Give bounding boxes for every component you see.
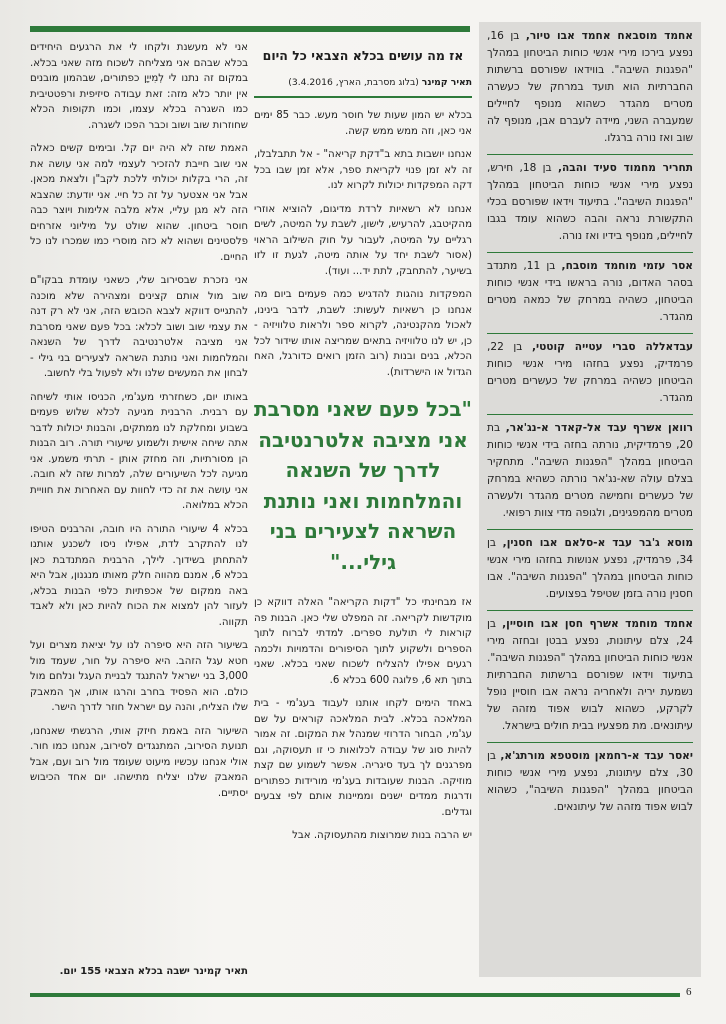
paragraph: האמת שזה לא היה יום קל. ובימים קשים כאלה אני שוב חייבת להזכיר לעצמי למה אני עושה את זה, הרי בקלות יכולתי ללכת לקב"ן ולצאת מכאן. אבל אני אצטער על זה כל חיי. אני יודעת: שהצבא הזה לא מגן עליי, אלא מלבה אלימות ויוצר כבה חוסר ביטחון. שהוא שולט על מיליוני אזרחים פלסטינים ושהוא לא כזה מוסרי כמו שמכרו לנו כל החיים. (30, 143, 248, 263)
sidebar-entry (487, 535, 693, 611)
entry-text: בן 16, נפצע בירכו מירי אנשי כוחות הביטחון במהלך "הפגנות השיבה". בווידאו שפורסם ברשתות החברתיות הוא תועד במרחק של כעשרה מטרים מהגדר כשהוא מנופף לחיילים שמעברה השני, מיידה לעברם אבן, מנופף לה שוב ואז נורה ברגלו. (487, 30, 693, 144)
author-name: תאיר קמינר (421, 77, 472, 88)
entry-name: רוואן אשרף עבד אל-קאדר א-נג'אר, (505, 422, 693, 434)
entry-name: מוסא ג'בר עבד א-סלאם אבו חסנין, (502, 537, 693, 549)
entry-text: בן 22, פרמדיק, נפצע בחזהו מירי אנשי כוחות הביטחון כשהיה במרחק של כעשרים מטרים מהגדר. (487, 341, 693, 404)
sidebar-entry (487, 748, 693, 823)
entry-name: יאסר עבד א-רחמאן מוסטפא מורתג'א, (500, 750, 693, 762)
sidebar-entry (487, 160, 693, 253)
entry-text: בן 34, פרמדיק, נפצע אנושות בחזהו מירי אנשי כוחות הביטחון במהלך "הפגנות השיבה". אבו חסנין נורה בזמן שטיפל בפצועים. (487, 537, 693, 600)
paragraph: אנחנו יושבות בתא ב"דקת קריאה" - אל תתבלבלו, זה לא זמן פנוי לקריאת ספר, אלא זמן שבו בכל דקה המפקדות יכולות לקרוא לנו. (254, 149, 472, 191)
bottom-green-rule (30, 993, 680, 997)
entry-name: אחמד מוסבאח אחמד אבו טיור, (525, 30, 694, 42)
paragraph: יש הרבה בנות שמרוצות מהתעסוקה. אבל (292, 830, 472, 841)
author-signoff: תאיר קמינר ישבה בכלא הצבאי 155 יום. (59, 966, 248, 977)
paragraph: אז מבחינתי כל "דקות הקריאה" האלה דווקא כן מוקדשות לקריאה. זה המפלט שלי כאן. הבנות פה קוראות לי תולעת ספרים. למדתי לברוח לתוך הספרים ולשקוע לתוך הסיפורים והדמויות ולכמה רגעים אפילו להצליח לשכוח שאני בכלא. שאני בתוך תא 6, פלוגה 600 בכלא 6. (254, 597, 472, 686)
paragraph: המפקדות נוהגות להדגיש כמה פעמים ביום מה אנחנו כן רשאיות לעשות: לשבת, לדבר בינינו, לאכול מהקנטינה, לקרוא ספר ולראות טלוויזיה - כן, יש לנו טלוויזיה בתאים שמריצה אותו שידור לכל הכלא, בנים ובנות (רוב הזמן רואים כדורגל, האח הגדול או הישרדות). (254, 289, 472, 378)
article-column-1 (254, 40, 472, 980)
paragraph: בכלא 4 שיעורי התורה היו חובה, והרבנים הטיפו לנו להתקרב לדת, אפילו ניסו לשכנע אותנו להתחתן בשידוך. לילך, הרבנית המתנדבת כאן בכלא 6, אמנם מהווה חלק מאותו מנגנון, אבל היא באה ממקום של אכפתיות כלפי הבנות בכלא, לעזור להן למצוא את הכוח להיות כאן ולא לאבד תקווה. (30, 523, 248, 628)
entry-text: בן 30, צלם עיתונות, נפצע מירי אנשי כוחות הביטחון במהלך "הפגנות השיבה", כשהוא לבוש אפוד מזהה של עיתונאים. (487, 750, 693, 813)
paragraph: באותו יום, כשחזרתי מעג'מי, הכניסו אותי לשיחה עם רבנית. הרבנית מגיעה לכלא שלוש פעמים בשבוע ומחלקת לנו ממתקים, והבנות יכולות לדבר אתה שיחה אישית ולשמוע שיעורי תורה. רוב הבנות הן מסורתיות, וזה מחזק אותן - תרתי משמע. אני מגיעה לכל השיעורים שלה, למרות שזה לא חובה. אני עושה את זה כדי לחוות עם האחרות את חוויית הכלא במלואה. (30, 391, 248, 511)
paragraph: באחד הימים לקחו אותנו לעבוד בעג'מי - בית המלאכה בכלא. לבית המלאכה קוראים על שם עג'מי, הבחור הדרוזי שמנהל את המקום. זה אמור להיות סוג של עבודה לכלואות כי זו תעסוקה, וגם מפרגנים לך בעד סיגריה. אפשר לשמוע שם קצת מוזיקה. הבנות שעובדות בעג'מי מורידות כפתורים ודרגות ממדים ישנים וממיינות אותם לפי צבעים וגדלים. (254, 698, 472, 818)
sidebar-entry (487, 28, 693, 155)
article-headline: אז מה עושים בכלא הצבאי כל היום (262, 48, 464, 63)
entry-text: בן 24, צלם עיתונות, נפצע בבטן ובחזה מירי אנשי כוחות הביטחון במהלך "הפגנות השיבה". בתיעוד וידאו שפורסם ברשתות החברתיות נשמעת יריה ולאחריה נראה אבו חוסיין נופל לקרקע, כשהוא לבוש אפוד מזהה של עיתונאים. מת מפצעיו בבית חולים בישראל. (487, 618, 693, 732)
entry-text: בת 20, פרמדיקית, נורתה בחזה בידי אנשי כוחות הביטחון במהלך "הפגנות השיבה". מתחקיר בצלם עולה שא-נג'אר נורתה כשהיא במרחק של כעשרים וחמישה מטרים מהגדר ולעשרה מטרים מהמפגינים, ולגופה מדי צוות רפואי. (487, 422, 693, 519)
page-number: 6 (686, 986, 692, 998)
article-source: (בלוג מסרבת, הארץ, 3.4.2016) (288, 77, 419, 88)
entry-name: אסר עזמי מוחמד מוסבח, (561, 260, 693, 272)
sidebar-entry (487, 420, 693, 530)
pull-quote: "בכל פעם שאני מסרבת אני מציבה אלטרנטיבה לדרך של השנאה והמלחמות ואני נותנת השראה לצעירים בני גילי..." (254, 397, 472, 574)
paragraph: אנחנו לא רשאיות לרדת מדיגום, להוציא אוזרי מהקיטבג, להרעיש, לישון, לשבת על המיטה, לשים רגליים על המיטה, לעבור על חוק השילוב הראוי (אסור לשבת יחד על אותה מיטה, לגעת זו לזו בשיער, להתחבק, לתת יד... ועוד). (254, 203, 472, 277)
entry-name: עבדאללה סברי עטייה קוטטי, (531, 341, 693, 353)
byline-rule (254, 96, 472, 98)
paragraph: אני נזכרת שבסירוב שלי, כשאני עומדת בבקו"ם שוב מול אותם קצינים ומצהירה שלא מוכנה להתגייס דווקא לצבא הכובש הזה, אני לא רק דנה את עצמי שוב ושוב לכלא: בכל פעם שאני מסרבת אני מציבה אלטרנטיבה לדרך של השנאה והמלחמות ואני נותנת השראה לצעירים בני גילי - לבחון את המעשים שלנו ולא לפעול בלי לחשוב. (30, 275, 248, 379)
sidebar-entry (487, 616, 693, 743)
casualty-sidebar (479, 22, 701, 977)
entry-name: תחריר מחמוד סעיד והבה, (557, 162, 693, 174)
top-green-rule (30, 26, 470, 32)
entry-text: בן 18, חירש, נפצע מירי אנשי כוחות הביטחון במהלך "הפגנות השיבה". בתיעוד וידאו שפורסם בכלי התקשורת נראה והבה כשהוא עומד בגבו לחיילים, מנופף בידיו ואז נורה. (487, 162, 693, 242)
paragraph: השיעור הזה באמת חיזק אותי, הרגשתי שאנחנו, תנועת הסירוב, המתנגדים לסירוב, אנחנו כמו חור. אולי אנחנו עכשיו מיעוט שעומד מול רוב ועם, אבל המאבק שלנו יצליח מתישהו. יום אחד הכיבוש יסתיים. (30, 725, 248, 799)
entry-text: בן 11, מתנדב בסהר האדום, נורה בראשו בידי אנשי כוחות הביטחון, כשהיה במרחק של כמאה מטרים מהגדר. (487, 260, 693, 323)
sidebar-entry (487, 258, 693, 334)
article-column-2 (30, 40, 248, 980)
paragraph: אני לא מעשנת ולקחו לי את הרגעים היחידים בכלא שבהם אני מצליחה לשכוח מזה שאני בכלא. במקום זה נתנו לי לְמִייָן כפתורים, שבהמון מובנים אין יותר כלא מזה: זאת עבודה סיזיפית ורפטטיבית כמו השגרה בכלא עצמו, וכמו תקופות הכלא שחוזרות שוב ושוב וכבר הפכו לשגרה. (30, 42, 248, 131)
entry-name: אחמד מוחמד אשרף חסן אבו חוסיין, (502, 618, 693, 630)
paragraph: בכלא יש המון שעות של חוסר מעש. כבר 85 ימים אני כאן, וזה ממש ממש קשה. (254, 110, 472, 137)
article-byline (254, 77, 472, 88)
paragraph: בשיעור הזה היא סיפרה לנו על יציאת מצרים ועל חטא עגל הזהב. היא סיפרה על חור, שעמד מול 3,000 בני ישראל להתנגד לבניית העגל ונלחם מול כולם. הוא הפסיד בחרב והרגו אותו, אך המאבק שלו הצליח, והנה עם ישראל חוזר לדרך הישר. (30, 640, 248, 713)
sidebar-entry (487, 339, 693, 415)
